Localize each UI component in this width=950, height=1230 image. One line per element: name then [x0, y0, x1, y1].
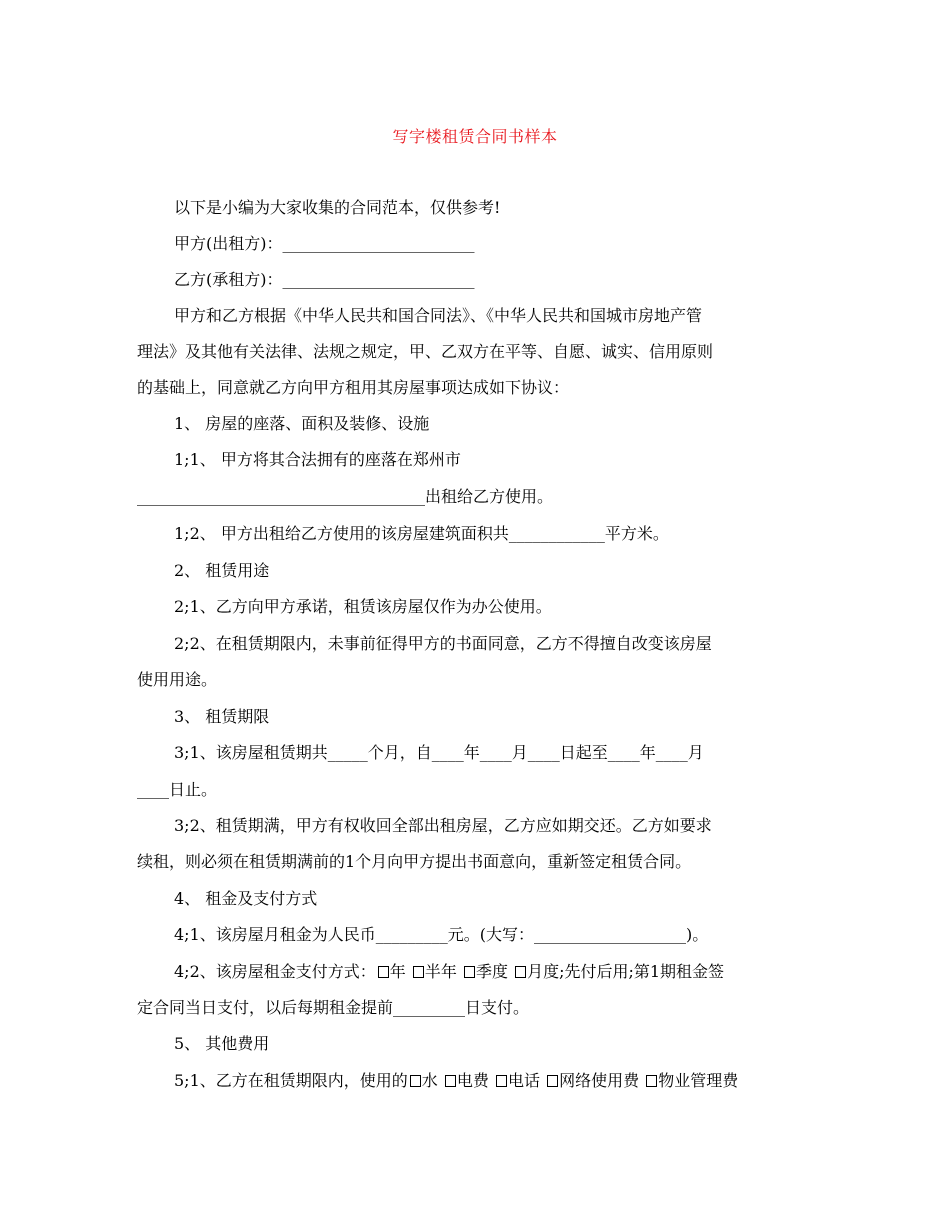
option-half-year: 半年 — [424, 962, 457, 981]
clause-3-1-line-2: ____日止。 — [137, 780, 218, 799]
clause-2-2-line-2: 使用用途。 — [137, 670, 218, 689]
clause-5-1-line-1 — [137, 1070, 854, 1092]
checkbox-water[interactable] — [410, 1075, 421, 1087]
option-property-management: 物业管理费 — [658, 1071, 739, 1090]
checkbox-quarterly[interactable] — [464, 966, 475, 978]
clause-4-2-prefix: 4;2、该房屋租金支付方式： — [174, 962, 376, 981]
clause-3-2-line-2: 续租，则必须在租赁期满前的1个月向甲方提出书面意向，重新签定租赁合同。 — [137, 852, 692, 871]
clause-4-2-line-1 — [137, 961, 854, 983]
clause-2-1: 2;1、乙方向甲方承诺，租赁该房屋仅作为办公使用。 — [174, 597, 552, 616]
checkbox-electricity[interactable] — [445, 1075, 456, 1087]
option-monthly: 月度;先付后用;第1期租金签 — [527, 962, 725, 981]
checkbox-half-year[interactable] — [413, 966, 424, 978]
clause-5-1-prefix: 5;1、乙方在租赁期限内，使用的 — [174, 1071, 408, 1090]
option-yearly: 年 — [389, 962, 406, 981]
intro-line: 以下是小编为大家收集的合同范本，仅供参考! — [174, 198, 501, 217]
clause-3-2-line-1: 3;2、租赁期满，甲方有权收回全部出租房屋，乙方应如期交还。乙方如要求 — [174, 816, 712, 835]
section-3-heading: 3、 租赁期限 — [174, 707, 270, 726]
option-water: 水 — [421, 1071, 438, 1090]
checkbox-monthly[interactable] — [515, 966, 526, 978]
section-5-heading: 5、 其他费用 — [174, 1034, 270, 1053]
checkbox-network[interactable] — [547, 1075, 558, 1087]
preamble-line-2: 理法》及其他有关法律、法规之规定，甲、乙双方在平等、自愿、诚实、信用原则 — [137, 342, 714, 361]
party-a-line: 甲方(出租方)：________________________ — [174, 234, 475, 253]
option-electricity: 电费 — [456, 1071, 489, 1090]
section-2-heading: 2、 租赁用途 — [174, 561, 270, 580]
clause-1-2: 1;2、 甲方出租给乙方使用的该房屋建筑面积共____________平方米。 — [174, 524, 669, 543]
checkbox-telephone[interactable] — [496, 1075, 507, 1087]
clause-3-1-line-1: 3;1、该房屋租赁期共_____个月，自____年____月____日起至____年____月 — [174, 743, 704, 762]
clause-2-2-line-1: 2;2、在租赁期限内，未事前征得甲方的书面同意，乙方不得擅自改变该房屋 — [174, 634, 712, 653]
clause-1-1-line-2: ____________________________________出租给乙方使用。 — [137, 487, 554, 506]
party-b-line: 乙方(承租方)：________________________ — [174, 270, 475, 289]
option-network: 网络使用费 — [559, 1071, 640, 1090]
section-1-heading: 1、 房屋的座落、面积及装修、设施 — [174, 414, 430, 433]
option-quarterly: 季度 — [475, 962, 508, 981]
checkbox-yearly[interactable] — [378, 966, 389, 978]
clause-1-1-line-1: 1;1、 甲方将其合法拥有的座落在郑州市 — [174, 450, 461, 469]
preamble-line-1: 甲方和乙方根据《中华人民共和国合同法》、《中华人民共和国城市房地产管 — [174, 306, 703, 325]
option-telephone: 电话 — [507, 1071, 540, 1090]
preamble-line-3: 的基础上，同意就乙方向甲方租用其房屋事项达成如下协议： — [137, 378, 570, 397]
checkbox-property-management[interactable] — [646, 1075, 657, 1087]
document-title: 写字楼租赁合同书样本 — [392, 127, 558, 146]
section-4-heading: 4、 租金及支付方式 — [174, 889, 318, 908]
clause-4-1: 4;1、该房屋月租金为人民币_________元。(大写：___________________)。 — [174, 925, 709, 944]
clause-4-2-line-2: 定合同当日支付，以后每期租金提前_________日支付。 — [137, 998, 530, 1017]
